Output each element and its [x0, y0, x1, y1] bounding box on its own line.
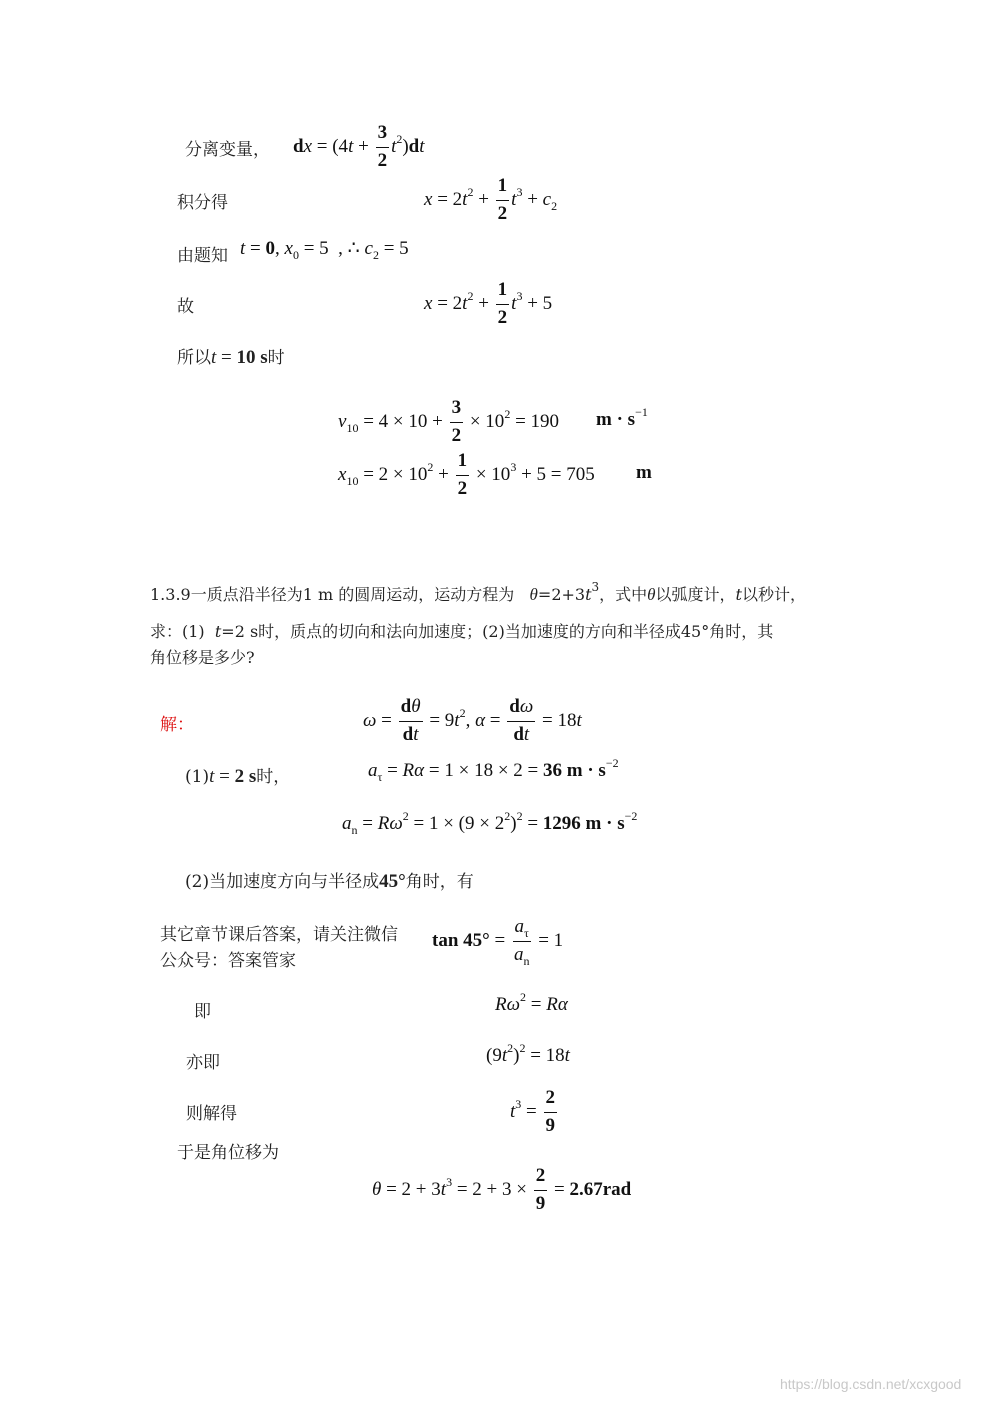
solution-label: 解： — [160, 715, 194, 735]
a-tangential-result: 36 — [543, 760, 563, 781]
label-so-when-text: 所以 — [177, 348, 211, 368]
watermark-url: https://blog.csdn.net/xcxgood — [780, 1376, 962, 1392]
problem-text-d: 以弧度计， — [655, 585, 736, 604]
problem-line-1: 1.3.9一质点沿半径为1 m 的圆周运动，运动方程为 $\theta=2+3t^3$，式中θ以弧度计，t以秒计， — [150, 580, 806, 604]
label-separate-variables: 分离变量， — [185, 140, 270, 160]
x10-unit-text: m — [636, 462, 652, 483]
equation-tan45: tan 45° = $\frac{a_\tau}{a_n}$ = 1 — [432, 916, 564, 968]
label-zejie: 则解得 — [186, 1104, 237, 1124]
equation-r-omega-r-alpha: $R\omega^2 = R\alpha$ — [495, 990, 568, 1015]
problem-text-e: 以秒计， — [741, 585, 806, 604]
angle-value: 45° — [379, 871, 406, 892]
x10-unit — [636, 463, 652, 482]
label-hence: 故 — [177, 297, 194, 317]
label-ji: 即 — [194, 1002, 211, 1022]
label-given: 由题知 — [177, 246, 228, 266]
part-1-suffix: 时， — [256, 767, 291, 787]
problem-number: 1.3.9 — [150, 585, 191, 604]
problem-text-c: ，式中 — [599, 585, 648, 604]
v10-unit-text: m · s — [596, 409, 636, 430]
part-2-suffix: 角时，有 — [405, 872, 474, 892]
promo-text-line-2: 公众号：答案管家 — [160, 951, 296, 971]
part-1-prefix: (1) — [185, 767, 210, 787]
part-2-label — [185, 867, 474, 892]
problem-text-a: 一质点沿半径为1 — [190, 585, 313, 604]
theta-result: 2.67rad — [569, 1178, 632, 1200]
promo-text-line-1: 其它章节课后答案，请关注微信 — [160, 925, 398, 945]
label-so-when: 所以t = 10 s时 — [177, 347, 285, 368]
label-yiji: 亦即 — [186, 1053, 220, 1073]
label-integrate: 积分得 — [177, 193, 228, 213]
equation-x-final: $x = 2t^2$ + $\frac{1}{2}$ $t^3 + 5$ — [424, 279, 553, 328]
part-1-label: (1)t = 2 s时， — [185, 766, 291, 787]
problem-unit-m: m — [318, 585, 334, 604]
equation-v10: $v_{10} = 4 \times 10$ + $\frac{3}{2}$ × $10^2 = 190$ — [338, 397, 560, 446]
equation-theta-final: $\theta = 2 + 3t^3 = 2 + 3$ × $\frac{2}{9}$ = 2.67rad — [372, 1165, 632, 1214]
equation-dx: dx = (4t + $\frac{3}{2}$ $t^2)dt$ — [293, 122, 425, 171]
equation-omega-alpha: ω = $\frac{d\theta}{dt}$ = $9t^2$, α = $\frac{d\omega}{dt}$ = 18t — [363, 696, 582, 745]
equation-9t2-squared: $(9t^2)^2 = 18t$ — [486, 1041, 570, 1066]
problem-line-3: 角位移是多少? — [150, 648, 255, 667]
equation-x-integral: $x = 2t^2$ + $\frac{1}{2}$ $t^3 + c_2$ — [424, 175, 558, 224]
problem-text-b: 的圆周运动，运动方程为 — [338, 585, 515, 604]
equation-t-cubed: $t^3$ = $\frac{2}{9}$ — [510, 1087, 555, 1136]
equation-initial-condition: t = 0, $x_0 = 5$ , ∴ $c_2 = 5$ — [240, 238, 409, 262]
part-2-text: (2)当加速度方向与半径成 — [185, 872, 380, 892]
equation-a-tangential: $a_\tau = R\alpha = 1 \times 18 \times 2 = 36$ $m \cdot s^{-2}$ — [368, 756, 619, 784]
label-yushi: 于是角位移为 — [177, 1143, 279, 1163]
v10-unit: $m \cdot s^{-1}$ — [596, 405, 648, 430]
time-value: 10 s — [236, 347, 268, 368]
label-so-when-suffix: 时 — [267, 348, 285, 368]
problem-line-2-b: =2 s时，质点的切向和法向加速度；(2)当加速度的方向和半径成45°角时，其 — [221, 622, 774, 641]
v10-result: 190 — [530, 410, 560, 432]
problem-line-2-a: 求：(1) — [150, 622, 205, 641]
equation-x10: $x_{10} = 2 \times 10^2$ + $\frac{1}{2}$ × $10^3 + 5 = 705$ — [338, 450, 595, 499]
problem-line-2: 求：(1) t=2 s时，质点的切向和法向加速度；(2)当加速度的方向和半径成45°角时，其 — [150, 622, 774, 641]
equation-a-normal: $a_n = R\omega^2 = 1 \times (9 \times 2^2)^2 = 1296$ $m \cdot s^{-2}$ — [342, 809, 638, 837]
a-normal-result: 1296 — [542, 813, 581, 834]
x10-result: 705 — [566, 463, 595, 485]
